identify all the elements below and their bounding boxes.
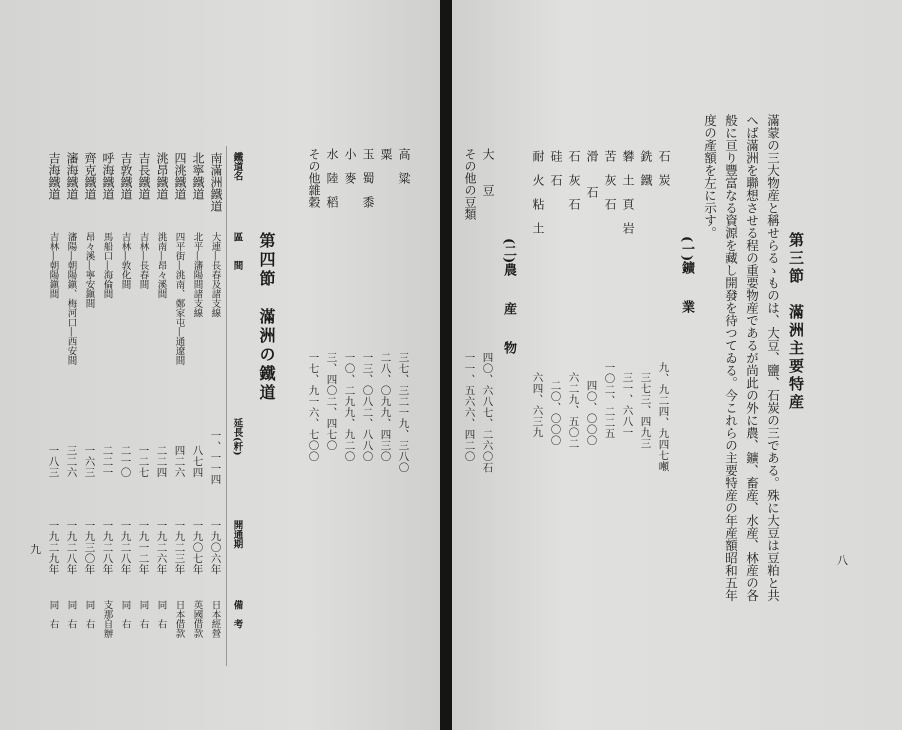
header-name: 鐵道名	[231, 152, 243, 181]
mining-item-value: 一〇二、二二五	[603, 362, 616, 439]
cell-name: 吉海鐵道	[47, 152, 61, 200]
cell-section: 洮南―昂々溪間	[155, 232, 167, 299]
cell-note: 同 右	[65, 600, 77, 629]
page-number: 九	[30, 543, 41, 556]
product-value: 三七、三二一九、三八〇	[397, 352, 410, 473]
product-value: 一〇、二九九、九二〇	[343, 352, 356, 462]
cell-name: 瀋海鐵道	[65, 152, 79, 200]
cell-note: 支那自辦	[101, 600, 113, 638]
paragraph-line: へば滿洲を聯想させる程の重要物産であるが尚此の外に農、鑛、畜産、水産、林産の各	[744, 114, 760, 602]
cell-name: 洮昂鐵道	[155, 152, 169, 200]
mining-item-value: 三一、六八一	[621, 372, 634, 438]
cell-opened: 一九二六年	[155, 520, 168, 575]
mining-heading: (一)鑛 業	[679, 236, 694, 314]
mining-item-name: 苦 灰 石	[603, 150, 617, 210]
agri-item-value: 四〇、六八七、二六〇石	[481, 352, 494, 473]
cell-note: 英國借款	[191, 600, 203, 638]
mining-item-name: 滑 石	[585, 150, 599, 198]
cell-opened: 一九二八年	[65, 520, 78, 575]
book-gutter	[440, 0, 452, 730]
cell-name: 呼海鐵道	[101, 152, 115, 200]
cell-name: 四洮鐵道	[173, 152, 187, 200]
cell-length: 一、一一四	[209, 430, 222, 485]
agri-item-value: 一一、五六六、四二〇	[463, 352, 476, 462]
cell-length: 一二七	[137, 445, 150, 478]
cell-name: 南滿洲鐵道	[209, 152, 223, 212]
product-value: 三、四〇二、四七〇	[325, 352, 338, 451]
paragraph-line: 般に亘り豐富なる資源を藏し開發を待つてゐる。今これらの主要特産の年産額昭和五年	[723, 114, 739, 602]
product-name: 小 麥	[343, 148, 357, 184]
cell-note: 同 右	[47, 600, 59, 629]
cell-note: 日本借款	[173, 600, 185, 638]
cell-section: 大連―長春及諸支線	[209, 232, 221, 318]
cell-opened: 一九二八年	[101, 520, 114, 575]
mining-item-value: 二〇、〇〇〇	[549, 380, 562, 446]
cell-note: 同 右	[155, 600, 167, 629]
cell-section: 吉林―敦化間	[119, 232, 131, 289]
mining-item-value: 六二九、五〇二	[567, 372, 580, 449]
cell-opened: 一九二九年	[47, 520, 60, 575]
cell-section: 昂々溪―寧安鎭間	[83, 232, 95, 308]
product-name: その他雜穀	[307, 148, 321, 208]
cell-opened: 一九〇七年	[191, 520, 204, 575]
paragraph-line: 度の產額を左に示す。	[702, 114, 718, 239]
mining-item-name: 硅 石	[549, 150, 563, 186]
agri-item-name: その他の豆類	[463, 148, 477, 220]
cell-opened: 一九三〇年	[83, 520, 96, 575]
cell-name: 北寧鐵道	[191, 152, 205, 200]
cell-note: 同 右	[119, 600, 131, 629]
header-section: 區 間	[231, 232, 243, 270]
section-title: 第四節 滿洲の鐵道	[257, 232, 276, 403]
cell-note: 同 右	[137, 600, 149, 629]
product-value: 一三、〇八二、八八〇	[361, 352, 374, 462]
mining-item-name: 石 炭	[657, 150, 671, 186]
cell-name: 齊克鐵道	[83, 152, 97, 200]
cell-opened: 一九〇六年	[209, 520, 222, 575]
cell-section: 吉林―朝陽鎭間	[47, 232, 59, 299]
product-name: 玉 蜀 黍	[361, 148, 375, 208]
mining-item-name: 銑 鐵	[639, 150, 653, 186]
table-rule	[226, 146, 227, 666]
agri-heading: (二)農 産 物	[501, 238, 516, 355]
product-name: 高 粱	[397, 148, 411, 184]
cell-length: 一八三	[47, 445, 60, 478]
cell-opened: 一九二三年	[173, 520, 186, 575]
mining-item-value: 九、九二四、九四七噸	[657, 362, 670, 472]
cell-length: 二二四	[155, 445, 168, 478]
mining-item-value: 四〇、〇〇〇	[585, 380, 598, 446]
mining-item-name: 礬 土 頁 岩	[621, 150, 635, 234]
paragraph-line: 滿蒙の三大物産と稱せらるゝものは、大豆、鹽、石炭の三である。殊に大豆は豆粕と共	[765, 114, 781, 602]
product-name: 水 陸 稻	[325, 148, 339, 208]
mining-item-value: 三七三、四九三	[639, 372, 652, 449]
cell-length: 四二六	[173, 445, 186, 478]
cell-name: 吉敦鐵道	[119, 152, 133, 200]
header-note: 備 考	[231, 600, 243, 629]
cell-section: 瀋陽―朝陽鎭、梅河口―西安間	[65, 232, 77, 365]
agri-item-name: 大 豆	[481, 148, 495, 196]
left-page	[0, 0, 440, 730]
cell-length: 二二一	[101, 445, 114, 478]
cell-note: 同 右	[83, 600, 95, 629]
product-name: 粟	[379, 148, 393, 160]
cell-length: 八七四	[191, 445, 204, 478]
cell-opened: 一九二八年	[119, 520, 132, 575]
right-page	[452, 0, 902, 730]
cell-length: 一六三	[83, 445, 96, 478]
product-value: 二八、〇九九、四三〇	[379, 352, 392, 462]
header-length: 延長(粁)	[231, 418, 243, 456]
cell-section: 四平街―洮南、鄭家屯―通遼間	[173, 232, 185, 365]
cell-name: 吉長鐵道	[137, 152, 151, 200]
cell-section: 馬船口―海倫間	[101, 232, 113, 299]
mining-item-name: 耐 火 粘 土	[531, 150, 545, 234]
section-title: 第三節 滿洲主要特産	[787, 232, 805, 412]
product-value: 一七、九一六、七〇〇	[307, 352, 320, 462]
page-number: 八	[837, 554, 848, 567]
mining-item-value: 六四、六三九	[531, 372, 544, 438]
cell-opened: 一九一二年	[137, 520, 150, 575]
cell-note: 日本經營	[209, 600, 221, 638]
cell-length: 二一〇	[119, 445, 132, 478]
cell-section: 北平―瀋陽間諸支線	[191, 232, 203, 318]
cell-section: 吉林―長春間	[137, 232, 149, 289]
cell-length: 三二六	[65, 445, 78, 478]
header-opened: 開通期	[231, 520, 243, 549]
mining-item-name: 石 灰 石	[567, 150, 581, 210]
